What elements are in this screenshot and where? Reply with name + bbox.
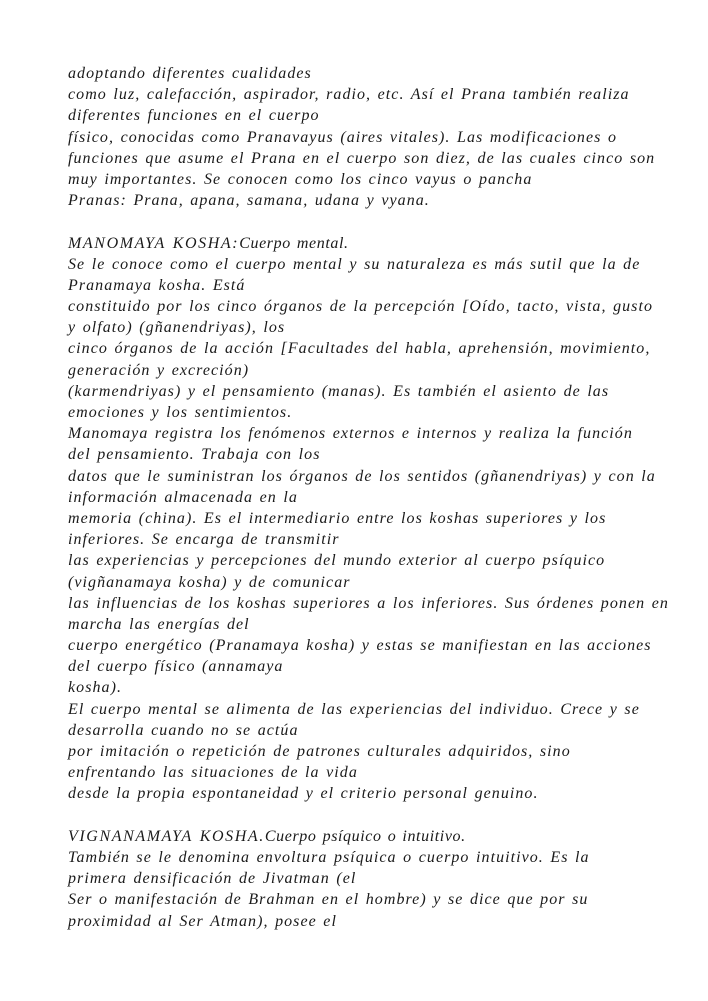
text-line: como luz, calefacción, aspirador, radio, etc. Así el Prana también realiza <box>68 86 630 104</box>
text-line: También se le denomina envoltura psíquica o cuerpo intuitivo. Es la <box>68 848 590 866</box>
text-line: proximidad al Ser Atman), posee el <box>68 912 337 930</box>
text-line: generación y excreción) <box>68 361 250 379</box>
text-line: físico, conocidas como Pranavayus (aires vitales). Las modificaciones o <box>68 128 617 146</box>
text-line: (vigñanamaya kosha) y de comunicar <box>68 573 351 591</box>
paragraph-spacer <box>68 211 668 232</box>
text-line: las experiencias y percepciones del mundo exterior al cuerpo psíquico <box>68 552 606 570</box>
text-line: y olfato) (gñanendriyas), los <box>68 319 286 337</box>
text-line: del cuerpo físico (annamaya <box>68 658 284 676</box>
text-line: constituido por los cinco órganos de la percepción [Oído, tacto, vista, gusto <box>68 298 654 316</box>
text-line: datos que le suministran los órganos de los sentidos (gñanendriyas) y con la <box>68 467 656 485</box>
text-line: El cuerpo mental se alimenta de las experiencias del individuo. Crece y se <box>68 700 640 718</box>
text-line: por imitación o repetición de patrones culturales adquiridos, sino <box>68 743 571 760</box>
text-line: muy importantes. Se conocen como los cinco vayus o pancha <box>68 170 533 188</box>
section-heading <box>68 826 668 847</box>
text-line: información almacenada en la <box>68 488 298 506</box>
text-line: (karmendriyas) y el pensamiento (manas). Es también el asiento de las <box>68 382 610 400</box>
section-manomaya-kosha <box>68 233 668 805</box>
paragraph-prana-functions <box>68 63 668 211</box>
text-line: cinco órganos de la acción [Facultades del habla, aprehensión, movimiento, <box>68 340 651 358</box>
text-line: marcha las energías del <box>68 615 250 633</box>
text-line: primera densificación de Jivatman (el <box>68 870 357 888</box>
text-line: funciones que asume el Prana en el cuerpo son diez, de las cuales cinco son <box>68 149 656 167</box>
text-line: del pensamiento. Trabaja con los <box>68 446 321 464</box>
text-line: emociones y los sentimientos. <box>68 404 293 421</box>
text-line: cuerpo energético (Pranamaya kosha) y estas se manifiestan en las acciones <box>68 637 652 655</box>
heading-subtitle: Cuerpo mental. <box>239 234 349 252</box>
text-line: diferentes funciones en el cuerpo <box>68 107 320 125</box>
text-line: memoria (china). Es el intermediario entre los koshas superiores y los <box>68 509 607 527</box>
text-line: Pranas: Prana, apana, samana, udana y vyana. <box>68 192 430 210</box>
text-line: Se le conoce como el cuerpo mental y su naturaleza es más sutil que la de <box>68 255 641 273</box>
text-line: desarrolla cuando no se actúa <box>68 721 299 739</box>
paragraph-spacer <box>68 805 668 826</box>
text-line: desde la propia espontaneidad y el criterio personal genuino. <box>68 785 539 803</box>
text-line: kosha). <box>68 679 123 697</box>
text-line: adoptando diferentes cualidades <box>68 65 312 82</box>
text-line: Ser o manifestación de Brahman en el hombre) y se dice que por su <box>68 891 589 909</box>
text-line: enfrentando las situaciones de la vida <box>68 764 358 782</box>
document-page <box>68 63 668 932</box>
text-line: inferiores. Se encarga de transmitir <box>68 531 340 549</box>
text-line: Pranamaya kosha. Está <box>68 276 246 294</box>
heading-title: MANOMAYA KOSHA: <box>68 234 240 252</box>
section-heading <box>68 233 668 254</box>
section-vignanamaya-kosha <box>68 826 668 932</box>
text-line: Manomaya registra los fenómenos externos e internos y realiza la función <box>68 425 633 443</box>
text-line: las influencias de los koshas superiores a los inferiores. Sus órdenes ponen en <box>68 594 669 612</box>
heading-title: VIGNANAMAYA KOSHA. <box>68 827 265 845</box>
heading-subtitle: Cuerpo psíquico o intuitivo. <box>264 827 466 845</box>
